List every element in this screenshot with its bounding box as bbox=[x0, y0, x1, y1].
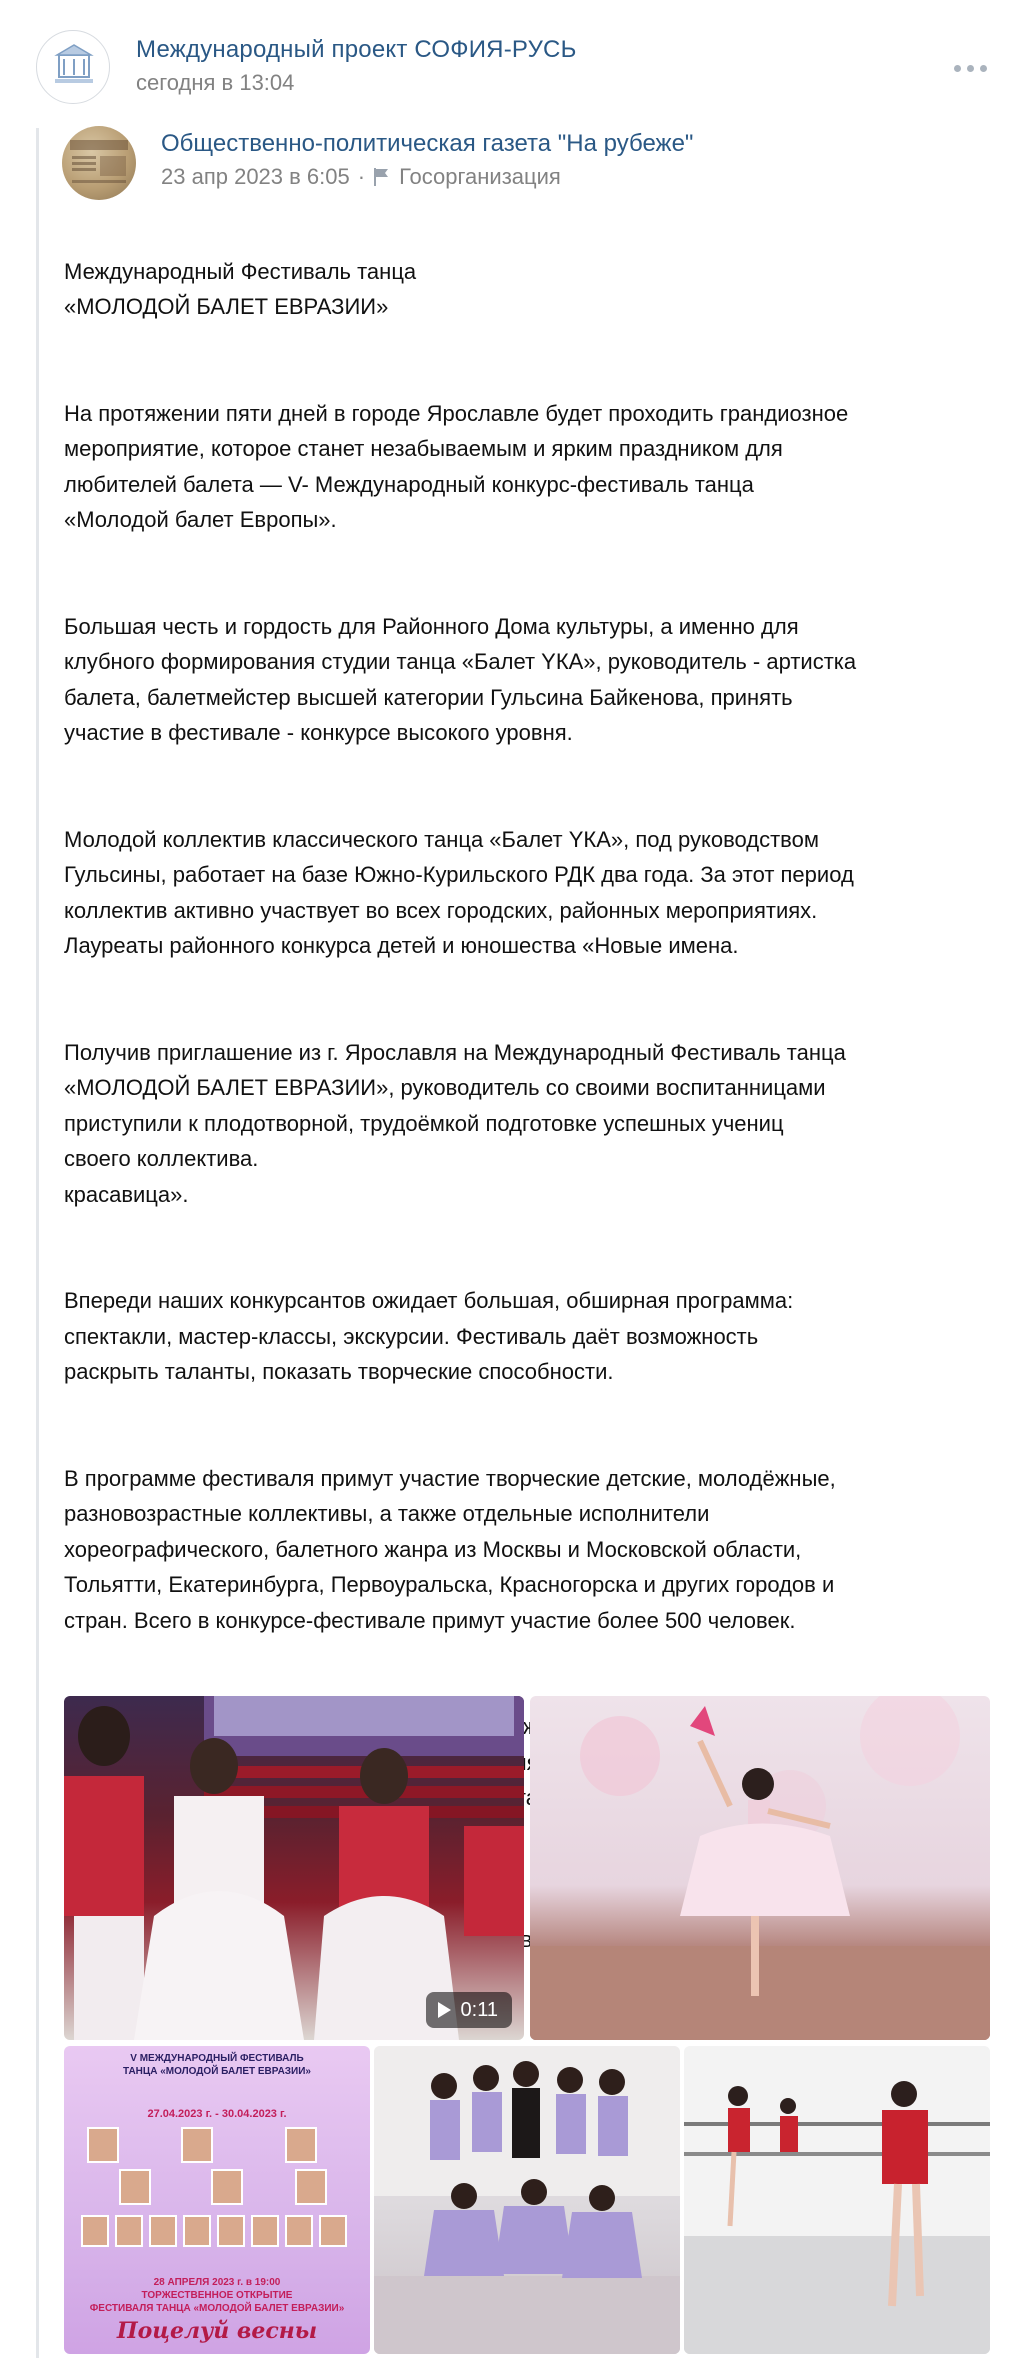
paragraph: На протяжении пяти дней в городе Ярославле будет проходить грандиозное мероприятие, которое станет незабываемым и ярким праздником для любителей балета — V- Международный конкурс-фестиваль танца «Молодой балет Европы». bbox=[64, 400, 849, 532]
video-thumbnail[interactable] bbox=[64, 1696, 524, 2040]
video-duration-badge bbox=[426, 1992, 512, 2028]
more-options-icon[interactable] bbox=[950, 58, 990, 78]
paragraph-title: Международный Фестиваль танца «МОЛОДОЙ БАЛЕТ ЕВРАЗИИ» bbox=[64, 258, 417, 319]
repost-date[interactable]: 23 апр 2023 в 6:05 bbox=[161, 164, 350, 189]
paragraph: Впереди наших конкурсантов ожидает большая, обширная программа: спектакли, мастер-классы, экскурсии. Фестиваль даёт возможность раскрыть таланты, показать творческие способности. bbox=[64, 1288, 794, 1384]
photo-ballet-barre[interactable] bbox=[684, 2046, 990, 2354]
dancers-backstage-illustration bbox=[64, 1696, 524, 2040]
group-name-link[interactable]: Международный проект СОФИЯ-РУСЬ bbox=[136, 36, 577, 63]
festival-poster[interactable] bbox=[64, 2046, 370, 2354]
ballet-class-illustration bbox=[684, 2046, 990, 2354]
group-logo-icon bbox=[37, 31, 111, 105]
meta-separator: · bbox=[357, 164, 366, 189]
repost-indicator-line bbox=[36, 128, 39, 2358]
paragraph: Большая честь и гордость для Районного Дома культуры, а именно для клубного формирования студии танца «Балет YКА», руководитель - артистка балета, балетмейстер высшей категории Гульсина Байкенова, принять участие в фестивале - конкурсе высокого уровня. bbox=[64, 613, 857, 745]
poster-opening: 28 АПРЕЛЯ 2023 г. в 19:00 ТОРЖЕСТВЕННОЕ ОТКРЫТИЕ ФЕСТИВАЛЯ ТАНЦА «МОЛОДОЙ БАЛЕТ ЕВРАЗИИ» bbox=[89, 2277, 345, 2314]
play-icon bbox=[438, 2002, 451, 2018]
newspaper-avatar-icon bbox=[62, 126, 136, 200]
paragraph: Получив приглашение из г. Ярославля на Международный Фестиваль танца «МОЛОДОЙ БАЛЕТ ЕВРАЗИИ», руководитель со своими воспитанницами приступили к плодотворной, трудоёмкой подготовке успешных учениц своего коллектива. красавица». bbox=[64, 1039, 846, 1207]
group-photo-illustration bbox=[374, 2046, 680, 2354]
flag-icon bbox=[373, 167, 391, 187]
poster-script-title: Поцелуй весны bbox=[116, 2318, 318, 2344]
source-avatar[interactable] bbox=[62, 126, 136, 200]
source-name-link[interactable]: Общественно-политическая газета "На рубеже" bbox=[161, 130, 694, 157]
post-header bbox=[36, 30, 996, 110]
post-time[interactable]: сегодня в 13:04 bbox=[136, 70, 295, 95]
source-meta bbox=[161, 164, 561, 190]
paragraph: В программе фестиваля примут участие творческие детские, молодёжные, разновозрастные коллективы, а также отдельные исполнители хореографического, балетного жанра из Москвы и Московской области, Тольятти, Екатеринбурга, Первоуральска, Красногорска и других городов и стран. Всего в конкурсе-фестивале примут участие более 500 человек. bbox=[64, 1465, 836, 1633]
paragraph: Молодой коллектив классического танца «Балет YКА», под руководством Гульсины, работает на базе Южно-Курильского РДК два года. За этот период коллектив активно участвует во всех городских, районных мероприятиях. Лауреаты районного конкурса детей и юношества «Новые имена. bbox=[64, 826, 854, 958]
video-duration: 0:11 bbox=[460, 1998, 498, 2021]
poster-title: V МЕЖДУНАРОДНЫЙ ФЕСТИВАЛЬ ТАНЦА «МОЛОДОЙ БАЛЕТ ЕВРАЗИИ» bbox=[122, 2053, 311, 2077]
gov-org-badge: Госорганизация bbox=[399, 164, 561, 189]
group-avatar[interactable] bbox=[36, 30, 110, 104]
photo-group-dancers[interactable] bbox=[374, 2046, 680, 2354]
photo-ballerina-stage[interactable] bbox=[530, 1696, 990, 2040]
repost-header bbox=[62, 126, 992, 206]
poster-dates: 27.04.2023 г. - 30.04.2023 г. bbox=[147, 2108, 287, 2120]
ballerina-illustration bbox=[530, 1696, 990, 2040]
